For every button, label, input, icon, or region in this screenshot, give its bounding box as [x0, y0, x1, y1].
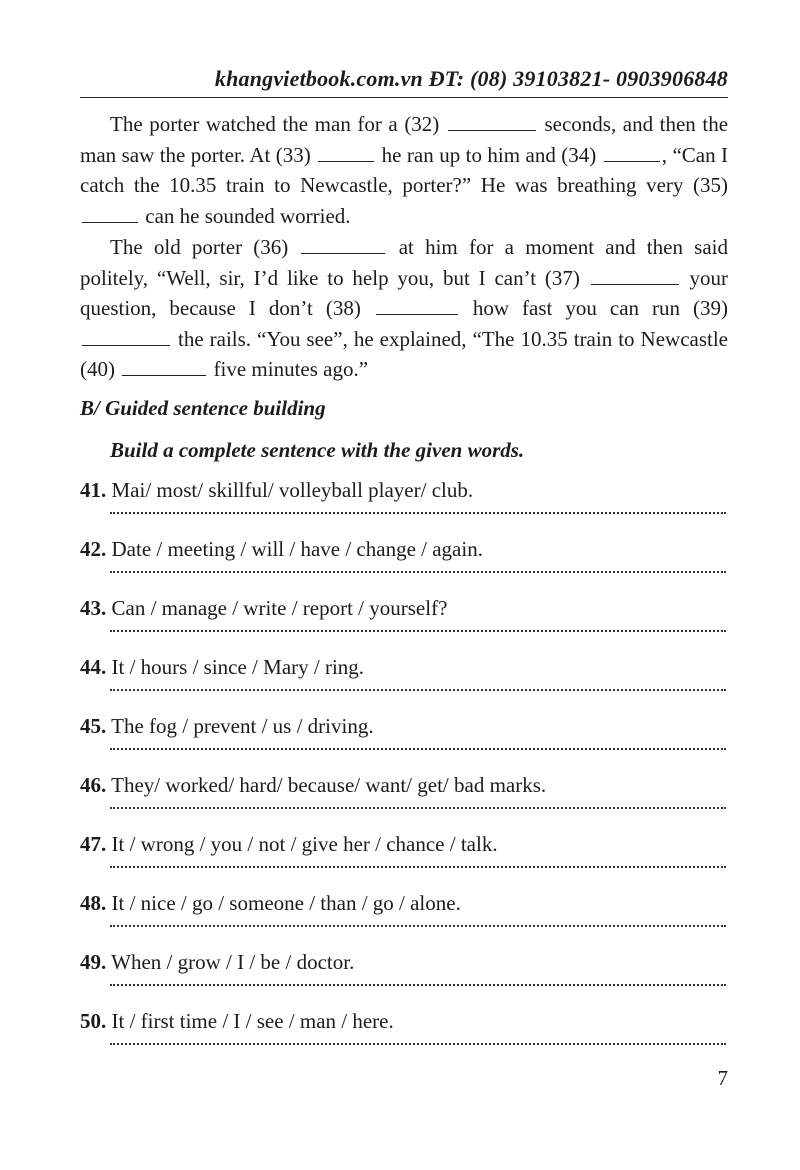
exercise-prompt — [80, 832, 498, 857]
exercise-words: Mai/ most/ skillful/ volleyball player/ club. — [111, 478, 474, 502]
exercise-prompt — [80, 537, 483, 562]
exercise-words: The fog / prevent / us / driving. — [111, 714, 374, 738]
exercise-prompt — [80, 950, 354, 975]
exercise-item — [80, 950, 728, 1009]
passage-text: can he sounded worried. — [145, 203, 351, 228]
exercise-words: It / nice / go / someone / than / go / alone. — [111, 891, 461, 915]
exercise-item — [80, 655, 728, 714]
exercise-item — [80, 891, 728, 950]
exercise-words: It / hours / since / Mary / ring. — [111, 655, 365, 679]
exercise-words: It / first time / I / see / man / here. — [111, 1009, 394, 1033]
header-phone-label: ĐT: — [428, 66, 465, 91]
answer-line[interactable] — [110, 689, 726, 691]
answer-blank-32[interactable] — [448, 112, 536, 131]
exercise-item — [80, 773, 728, 832]
answer-line[interactable] — [110, 984, 726, 986]
passage-text: The porter watched the man for a (32) — [110, 112, 440, 136]
answer-blank-38[interactable] — [376, 296, 458, 315]
answer-blank-33[interactable] — [318, 143, 374, 162]
header-site: khangvietbook.com.vn — [214, 66, 423, 91]
passage-text: five minutes ago.” — [213, 357, 369, 381]
answer-line[interactable] — [110, 630, 726, 632]
exercise-words: Date / meeting / will / have / change / again. — [111, 537, 483, 561]
exercise-item — [80, 832, 728, 891]
answer-line[interactable] — [110, 571, 726, 573]
header-rule — [80, 97, 728, 98]
passage-text: how fast you can run (39) — [472, 296, 729, 320]
answer-line[interactable] — [110, 925, 726, 927]
exercise-prompt — [80, 1009, 394, 1034]
page-header — [80, 66, 728, 92]
passage-text: The old porter (36) — [110, 235, 289, 259]
passage-text: your question, because I don’t (38) — [80, 265, 728, 320]
page-number: 7 — [717, 1066, 728, 1090]
exercise-number: 48. — [80, 891, 107, 915]
exercise-prompt — [80, 714, 374, 739]
passage-text: the rails. “You see”, he explained, “The 10.35 train to Newcastle (40) — [80, 326, 728, 381]
answer-line[interactable] — [110, 748, 726, 750]
exercise-words: Can / manage / write / report / yourself? — [111, 596, 448, 620]
passage-text: , “Can I catch the 10.35 train to Newcastle, porter?” He was breathing very (35) — [80, 142, 729, 197]
exercise-number: 49. — [80, 950, 107, 974]
answer-blank-34[interactable] — [604, 143, 660, 162]
exercise-number: 44. — [80, 655, 107, 679]
answer-blank-35[interactable] — [82, 204, 138, 223]
header-phone: (08) 39103821- 0903906848 — [470, 66, 728, 91]
exercise-number: 43. — [80, 596, 107, 620]
exercise-words: When / grow / I / be / doctor. — [111, 950, 355, 974]
passage-paragraph-1 — [80, 109, 728, 231]
exercise-item — [80, 1009, 728, 1068]
passage-text: at him for a moment and then said politely, “Well, sir, I’d like to help you, but I can’t (37) — [80, 235, 728, 290]
passage-text: he ran up to him and (34) — [381, 142, 597, 167]
exercise-number: 45. — [80, 714, 107, 738]
answer-line[interactable] — [110, 1043, 726, 1045]
exercise-item — [80, 478, 728, 537]
exercise-prompt — [80, 478, 473, 503]
passage-text: seconds, and then the man saw the porter. At (33) — [80, 112, 729, 167]
exercise-prompt — [80, 773, 546, 798]
exercise-number: 46. — [80, 773, 107, 797]
exercise-prompt — [80, 596, 447, 621]
answer-blank-36[interactable] — [301, 235, 385, 254]
exercise-words: It / wrong / you / not / give her / chance / talk. — [111, 832, 498, 856]
passage-paragraph-2 — [80, 232, 728, 385]
answer-blank-40[interactable] — [122, 357, 206, 376]
answer-line[interactable] — [110, 807, 726, 809]
answer-blank-39[interactable] — [82, 327, 170, 346]
answer-line[interactable] — [110, 866, 726, 868]
exercise-item — [80, 596, 728, 655]
exercise-prompt — [80, 655, 364, 680]
section-title: B/ Guided sentence building — [80, 396, 326, 420]
exercise-words: They/ worked/ hard/ because/ want/ get/ bad marks. — [111, 773, 547, 797]
exercise-number: 47. — [80, 832, 107, 856]
exercise-item — [80, 714, 728, 773]
exercise-number: 50. — [80, 1009, 107, 1033]
exercise-number: 42. — [80, 537, 107, 561]
exercise-prompt — [80, 891, 461, 916]
answer-blank-37[interactable] — [591, 266, 679, 285]
exercise-item — [80, 537, 728, 596]
section-instruction: Build a complete sentence with the given words. — [110, 438, 525, 462]
answer-line[interactable] — [110, 512, 726, 514]
exercise-number: 41. — [80, 478, 107, 502]
